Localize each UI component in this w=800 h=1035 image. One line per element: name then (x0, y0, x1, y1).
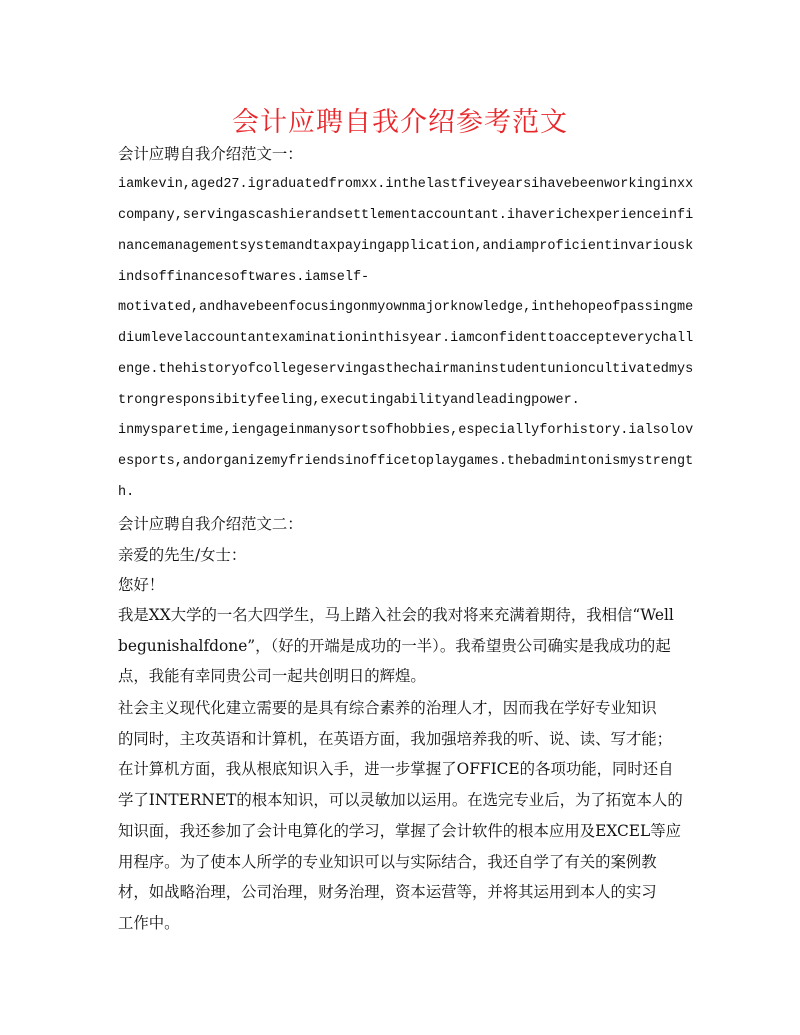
paragraph-line: trongresponsibityfeeling,executingabilityandleadingpower. (118, 393, 580, 408)
paragraph-line: 材，如战略治理，公司治理，财务治理，资本运营等，并将其运用到本人的实习 (118, 883, 657, 901)
paragraph-line: company,servingascashierandsettlementaccountant.ihaverichexperienceinfi (118, 208, 694, 223)
paragraph-line: 用程序。为了使本人所学的专业知识可以与实际结合，我还自学了有关的案例教 (118, 853, 657, 871)
paragraph-line: 知识面，我还参加了会计电算化的学习，掌握了会计软件的根本应用及EXCEL等应 (118, 822, 682, 840)
section-heading-1: 会计应聘自我介绍范文一： (118, 145, 303, 163)
paragraph-line: enge.thehistoryofcollegeservingasthechairmaninstudentunioncultivatedmys (118, 362, 694, 377)
page-title: 会计应聘自我介绍参考范文 (232, 107, 568, 138)
paragraph-line: indsoffinancesoftwares.iamself- (118, 270, 370, 285)
paragraph-line: 工作中。 (118, 914, 180, 932)
greeting: 您好！ (118, 576, 165, 594)
paragraph-line: motivated,andhavebeenfocusingonmyownmajorknowledge,inthehopeofpassingme (118, 300, 694, 315)
paragraph-line: esports,andorganizemyfriendsinofficetoplaygames.thebadmintonismystrengt (118, 454, 694, 469)
paragraph-line: iamkevin,aged27.igraduatedfromxx.inthelastfiveyearsihavebeenworkinginxx (118, 177, 694, 192)
paragraph-line: diumlevelaccountantexaminationinthisyear.iamconfidenttoaccepteverychall (118, 331, 694, 346)
paragraph-line: 社会主义现代化建立需要的是具有综合素养的治理人才，因而我在学好专业知识 (118, 699, 657, 717)
paragraph-line: 我是XX大学的一名大四学生，马上踏入社会的我对将来充满着期待，我相信“Well (118, 606, 674, 624)
paragraph-line: nancemanagementsystemandtaxpayingapplication,andiamproficientinvariousk (118, 239, 694, 254)
paragraph-line: 在计算机方面，我从根底知识入手，进一步掌握了OFFICE的各项功能，同时还自 (118, 760, 674, 778)
paragraph-line: 学了INTERNET的根本知识，可以灵敏加以运用。在选完专业后，为了拓宽本人的 (118, 791, 683, 809)
salutation: 亲爱的先生/女士： (118, 546, 247, 564)
paragraph-line: 的同时，主攻英语和计算机，在英语方面，我加强培养我的听、说、读、写才能； (118, 730, 673, 748)
paragraph-line: begunishalfdone”，（好的开端是成功的一半）。我希望贵公司确实是我成功的起 (118, 637, 671, 655)
section-heading-2: 会计应聘自我介绍范文二： (118, 515, 303, 533)
paragraph-line: h. (118, 485, 135, 500)
paragraph-line: 点，我能有幸同贵公司一起共创明日的辉煌。 (118, 667, 426, 685)
paragraph-line: inmysparetime,iengageinmanysortsofhobbies,especiallyforhistory.ialsolov (118, 423, 694, 438)
